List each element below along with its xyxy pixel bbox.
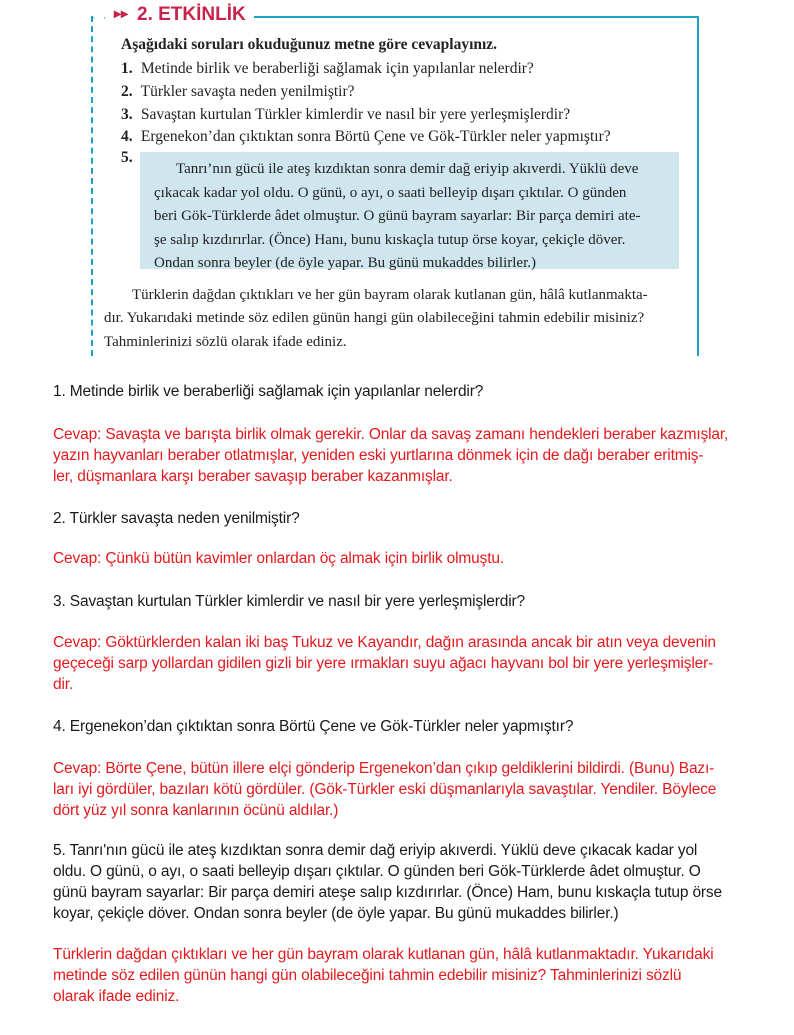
question-3	[53, 591, 768, 612]
answer-1	[53, 424, 768, 487]
activity-frame-right	[697, 16, 699, 356]
text-line: 3. Savaştan kurtulan Türkler kimlerdir ve nasıl bir yere yerleşmişlerdir?	[53, 593, 526, 610]
text-line: Cevap: Göktürklerden kalan iki baş Tukuz ve Kayandır, dağın arasında ancak bir atın veya devenin	[53, 634, 716, 651]
text-line: Cevap: Börte Çene, bütün illere elçi gönderip Ergenekon’dan çıkıp geldiklerini bildirdi. (Bunu) Bazı-	[53, 760, 715, 777]
paragraph-line: Tahminlerinizi sözlü olarak ifade ediniz.	[104, 333, 347, 350]
question-number: 3.	[121, 105, 133, 123]
paragraph-line: Türklerin dağdan çıktıkları ve her gün bayram olarak kutlanan gün, hâlâ kutlanmakta-	[132, 287, 648, 303]
text-line: günü bayram sayarlar: Bir parça demiri ateşe salıp kızdırırlar. (Önce) Ham, bunu kıskaçla tutup örse	[53, 884, 723, 901]
quote-line: şe salıp kızdırırlar. (Önce) Hanı, bunu kıskaçla tutup örse koyar, çekiçle döver.	[154, 231, 626, 248]
text-line: ler, düşmanlara karşı beraber savaşıp beraber kazanmışlar.	[53, 468, 453, 485]
question-4	[53, 716, 768, 737]
text-line: dir.	[53, 676, 74, 693]
activity-frame-top	[254, 16, 699, 18]
text-line: oldu. O günü, o ayı, o saati belleyip dışarı çıktılar. O günden beri Gök-Türklerde âdet olmuştur. O	[53, 863, 701, 880]
text-line: dört yüz yıl sonra kanlarının öcünü aldılar.)	[53, 802, 339, 819]
text-line: yazın hayvanları beraber otlatmışlar, yeniden eski yurtlarına dönmek için de dağı beraber eritmiş-	[53, 447, 704, 464]
text-line: 1. Metinde birlik ve beraberliği sağlamak için yapılanlar nelerdir?	[53, 383, 484, 400]
text-line: 2. Türkler savaşta neden yenilmiştir?	[53, 510, 300, 527]
question-number: 4.	[121, 128, 133, 146]
paragraph-line: dır. Yukarıdaki metinde söz edilen günün hangi gün olabileceğini tahmin edebilir misiniz?	[104, 310, 645, 327]
instruction: Aşağıdaki soruları okuduğunuz metne göre cevaplayınız.	[121, 36, 498, 53]
question-number: 2.	[121, 82, 133, 100]
text-line: 5. Tanrı'nın gücü ile ateş kızdıktan sonra demir dağ eriyip akıverdi. Yüklü deve çıkacak kadar yol	[53, 842, 698, 859]
text-line: olarak ifade ediniz.	[53, 988, 180, 1005]
quote-line: beri Gök-Türklerde âdet olmuştur. O günü bayram sayarlar: Bir parça demiri ate-	[154, 208, 641, 225]
answer-3	[53, 632, 768, 695]
quote-line: çıkacak kadar yol oldu. O günü, o ayı, o saati belleyip dışarı çıktılar. O günden	[154, 184, 627, 201]
question-1	[53, 381, 768, 402]
question-list	[121, 58, 611, 149]
text-line: koyar, çekiçle döver. Ondan sonra beyler (de öyle yapar. Bu günü mukaddes bilirler.)	[53, 905, 619, 922]
activity-frame-left	[91, 16, 93, 356]
quote-line: Tanrı’nın gücü ile ateş kızdıktan sonra demir dağ eriyip akıverdi. Yüklü deve	[176, 161, 639, 177]
question-text: Ergenekon’dan çıktıktan sonra Börtü Çene ve Gök-Türkler neler yapmıştır?	[140, 128, 611, 146]
frame-dots: · ·	[92, 12, 109, 24]
list-item	[121, 104, 611, 127]
text-line: Cevap: Savaşta ve barışta birlik olmak gerekir. Onlar da savaş zamanı hendekleri beraber kazmışlar,	[53, 426, 729, 443]
text-line: metinde söz edilen günün hangi gün olabileceğini tahmin edebilir misiniz? Tahminlerinizi sözlü	[53, 967, 682, 984]
activity-title: 2. ETKİNLİK	[137, 4, 250, 26]
question-text: Metinde birlik ve beraberliği sağlamak için yapılanlar nelerdir?	[140, 60, 534, 77]
text-line: 4. Ergenekon’dan çıktıktan sonra Börtü Çene ve Gök-Türkler neler yapmıştır?	[53, 718, 574, 735]
quote-line: Ondan sonra beyler (de öyle yapar. Bu günü mukaddes bilirler.)	[154, 255, 536, 272]
question-5-number: 5.	[121, 149, 133, 166]
list-item	[121, 126, 611, 149]
book-paragraph	[104, 284, 689, 354]
question-5	[53, 840, 768, 924]
double-arrow-icon: ▸▸	[114, 5, 129, 21]
text-line: ları iyi gördüler, bazıları kötü gördüler. (Gök-Türkler eski düşmanlarıyla savaştılar. Yendiler. Böylece	[53, 781, 717, 798]
text-line: Cevap: Çünkü bütün kavimler onlardan öç almak için birlik olmuştu.	[53, 550, 505, 567]
list-item	[121, 58, 611, 81]
answer-2	[53, 548, 768, 569]
text-line: geçeceği sarp yollardan gidilen gizli bir yere ırmakları suyu ağacı hayvanı bol bir yere yerleşmişler-	[53, 655, 714, 672]
list-item	[121, 81, 611, 104]
quote-box	[140, 152, 679, 272]
answer-5	[53, 944, 768, 1007]
answer-4	[53, 758, 768, 821]
question-number: 1.	[121, 60, 133, 77]
text-line: Türklerin dağdan çıktıkları ve her gün bayram olarak kutlanan gün, hâlâ kutlanmaktadır. Yukarıdaki	[53, 946, 714, 963]
question-2	[53, 508, 768, 529]
question-text: Türkler savaşta neden yenilmiştir?	[140, 82, 355, 100]
question-text: Savaştan kurtulan Türkler kimlerdir ve nasıl bir yere yerleşmişlerdir?	[140, 105, 571, 123]
